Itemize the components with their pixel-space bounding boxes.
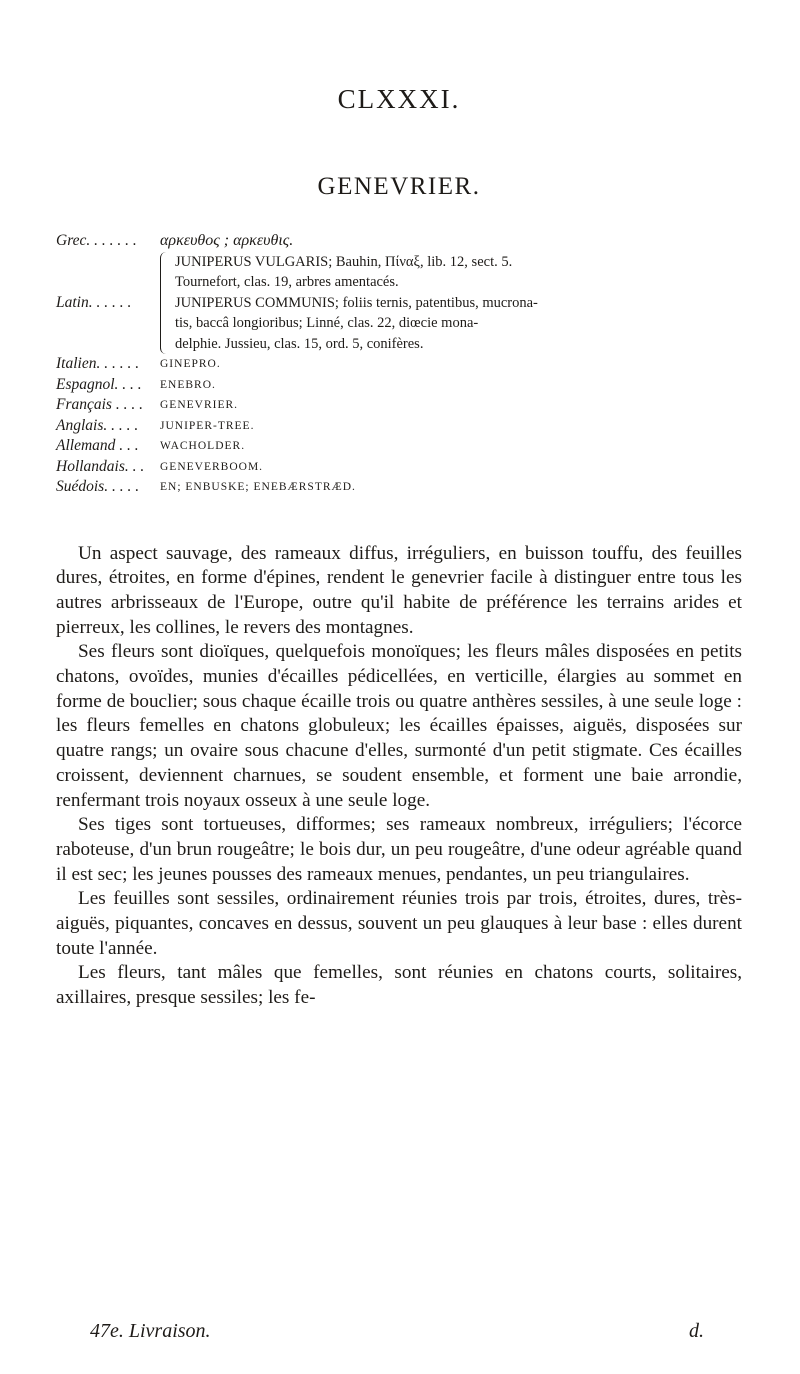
latin-line: tis, baccâ longioribus; Linné, clas. 22, diœcie mona- [175, 315, 479, 331]
page-title: GENEVRIER. [317, 173, 481, 200]
lang-value: WACHOLDER. [160, 440, 246, 452]
name-row-italien [56, 354, 742, 375]
name-row-espagnol [56, 375, 742, 396]
lang-label: Grec. . . . . . . [56, 232, 137, 249]
paragraph: Les feuilles sont sessiles, ordinairement réunies trois par trois, étroites, dures, très-aiguës, piquantes, concaves en dessus, souvent un peu glauques à leur base : elles durent toute l'année. [56, 888, 742, 959]
lang-label: Anglais. . . . . [56, 416, 139, 434]
latin-line: JUNIPERUS VULGARIS; Bauhin, Πίναξ, lib. 12, sect. 5. [175, 253, 513, 270]
name-row-grec [56, 231, 742, 252]
page-footer [90, 1320, 734, 1343]
lang-value: GENEVRIER. [160, 399, 239, 411]
body-text [56, 542, 742, 1011]
name-row-francais [56, 395, 742, 416]
paragraph: Un aspect sauvage, des rameaux diffus, irréguliers, en buisson touffu, des feuilles dures, étroites, en forme d'épines, rendent le genevrier facile à distinguer entre tous les autres arbrisseaux de l'Europe, outre qu'il habite de préférence les terrains arides et pierreux, les collines, le revers des montagnes. [56, 542, 742, 638]
latin-lines [175, 252, 742, 355]
lang-value: ENEBRO. [160, 378, 216, 391]
name-row-latin [56, 252, 742, 355]
lang-label: Suédois. . . . . [56, 478, 140, 495]
latin-line: delphie. Jussieu, clas. 15, ord. 5, conifères. [175, 335, 424, 352]
lang-value: GENEVERBOOM. [160, 460, 264, 473]
chapter-number: CLXXXI. [337, 84, 461, 114]
lang-label: Espagnol. . . . [56, 375, 142, 393]
lang-value: GINEPRO. [160, 358, 221, 370]
name-row-hollandais [56, 457, 742, 478]
lang-label: Allemand . . . [56, 437, 139, 454]
paragraph: Les fleurs, tant mâles que femelles, sont réunies en chatons courts, solitaires, axillaires, presque sessiles; les fe- [56, 962, 742, 1009]
latin-line: Tournefort, clas. 19, arbres amentacés. [175, 274, 399, 290]
names-table [56, 231, 742, 498]
lang-label: Hollandais. . . [56, 457, 145, 475]
paragraph: Ses tiges sont tortueuses, difformes; ses rameaux nombreux, irréguliers; l'écorce raboteuse, d'un brun rougeâtre; le bois dur, un peu rougeâtre, d'une odeur agréable quand il est sec; les jeunes pousses des rameaux menues, pendantes, un peu triangulaires. [56, 814, 742, 885]
lang-label: Italien. . . . . . [56, 355, 140, 372]
paragraph: Ses fleurs sont dioïques, quelquefois monoïques; les fleurs mâles disposées en petits chatons, ovoïdes, munies d'écailles pédicellées, en verticille, élargies au sommet en forme de bouclier; sous chaque écaille trois ou quatre anthères sessiles, à une seule loge : les fleurs femelles en chatons globuleux; les écailles épaisses, aiguës, disposées sur quatre rangs; un ovaire sous chacune d'elles, surmonté d'un petit stigmate. Ces écailles croissent, deviennent charnues, se soudent ensemble, et forment une baie arrondie, renfermant trois noyaux osseux à une seule loge. [56, 641, 742, 811]
lang-label: Latin. . . . . . [56, 293, 132, 311]
signature-mark: d. [689, 1320, 704, 1342]
latin-line: JUNIPERUS COMMUNIS; foliis ternis, patentibus, mucrona- [175, 294, 538, 311]
lang-value: EN; ENBUSKE; ENEBÆRSTRÆD. [160, 481, 356, 493]
name-row-suedois [56, 477, 742, 498]
name-row-anglais [56, 416, 742, 437]
lang-value: JUNIPER-TREE. [160, 419, 255, 432]
name-row-allemand [56, 436, 742, 457]
lang-value: αρκευθος ; αρκευθις. [160, 232, 294, 249]
brace-divider [160, 252, 169, 355]
livraison-label: 47e. Livraison. [90, 1320, 211, 1342]
lang-label: Français . . . . [56, 396, 143, 413]
